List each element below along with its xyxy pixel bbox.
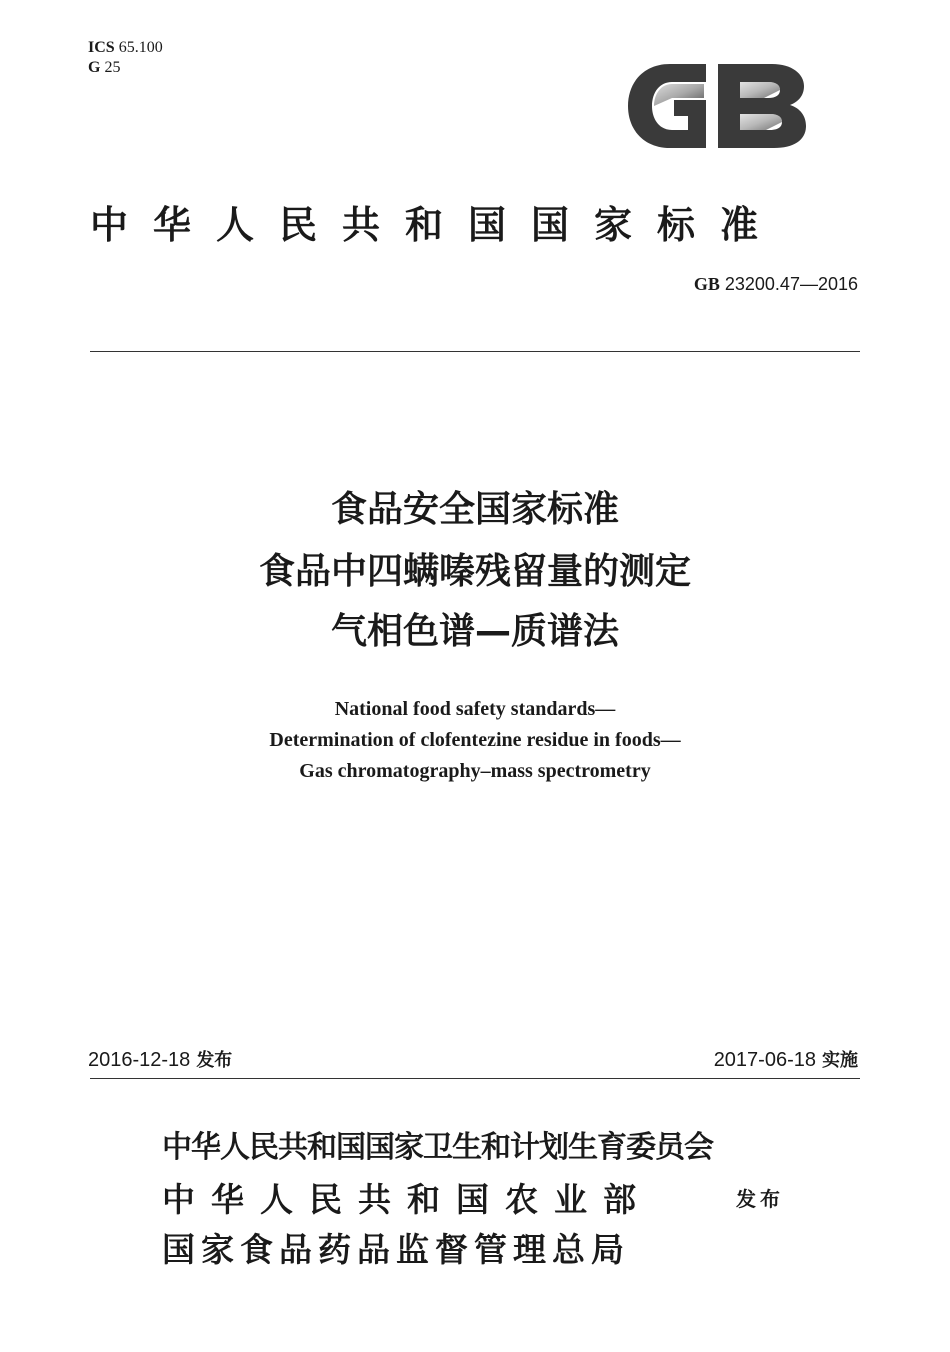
- title-en-line-1: National food safety standards—: [334, 698, 616, 720]
- title-cn-line-2: 食品中四螨嗪残留量的测定: [258, 551, 691, 592]
- logo-letter-g: [628, 64, 706, 148]
- top-divider: [90, 351, 860, 352]
- issuer-2: 中华人民共和国农业部: [162, 1180, 652, 1219]
- ics-line: ICS 65.100: [88, 39, 163, 56]
- logo-letter-b: [718, 64, 806, 148]
- bottom-divider: [90, 1078, 860, 1079]
- title-en-line-2: Determination of clofentezine residue in foods—: [269, 729, 681, 751]
- gb-logo: [624, 60, 810, 152]
- standard-code: [694, 274, 858, 295]
- title-cn-line-3: 气相色谱—质谱法: [330, 611, 619, 652]
- classification-codes: [88, 38, 163, 78]
- title-cn-line-1: 食品安全国家标准: [330, 489, 619, 530]
- issuer-3: 国家食品药品监督管理总局: [162, 1230, 630, 1269]
- standard-code-number: 23200.47—2016: [724, 274, 858, 294]
- implementation-date: 2017-06-18 实施: [713, 1049, 858, 1071]
- national-standard-heading: 中华人民共和国国家标准: [90, 203, 784, 247]
- ccs-line: G 25: [88, 59, 121, 76]
- issuer-1: 中华人民共和国国家卫生和计划生育委员会: [162, 1130, 713, 1165]
- standard-code-prefix: GB: [693, 274, 720, 294]
- issue-word: 发布: [736, 1187, 784, 1211]
- title-en-line-3: Gas chromatography–mass spectrometry: [299, 760, 651, 782]
- issue-date: 2016-12-18 发布: [88, 1049, 233, 1071]
